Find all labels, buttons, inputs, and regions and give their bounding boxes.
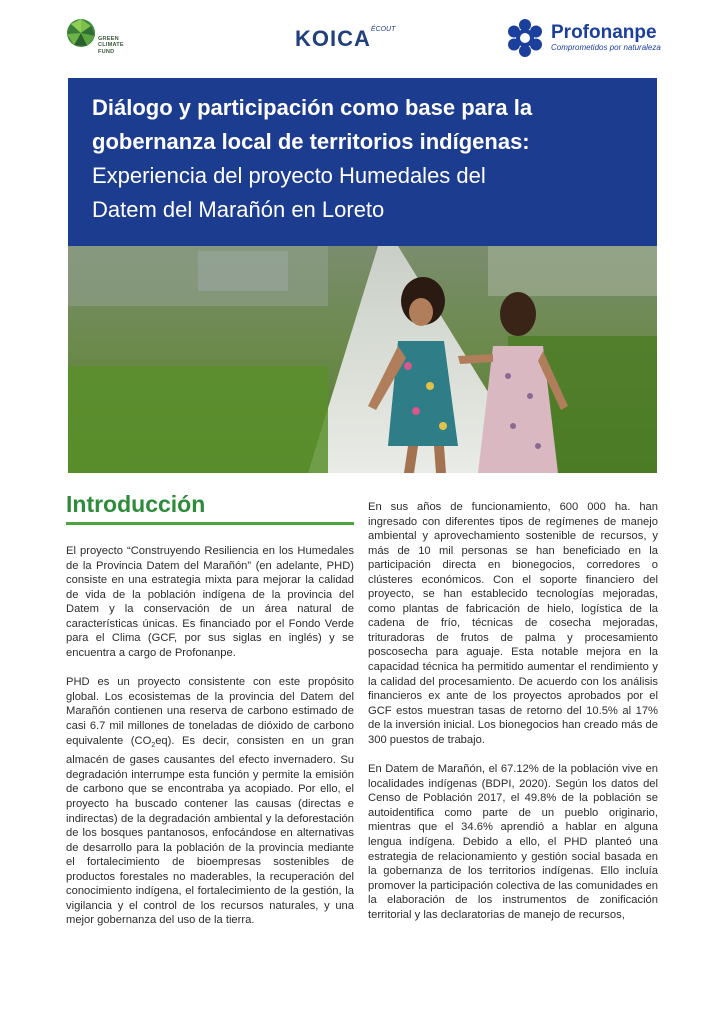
right-column: [368, 500, 658, 922]
cover-photo: [68, 246, 657, 473]
koica-logo: [295, 26, 395, 52]
subtitle-line: Experiencia del proyecto Humedales del: [92, 163, 486, 188]
gcf-line: FUND: [98, 48, 115, 55]
paragraph-text: eq). Es decir, consisten en un gran almacén de gases causantes del efecto invernadero. Su degradación interrumpe esta función y permite la emisión de carbono que se encontraba ya acopiado. Por ello, el proyecto ha buscado contener las causas (directas e indirectas) de la degradación ambiental y la deforestación de los bosques pantanosos, enfocándose en alternativas de desarrollo para la población de la provincia mediante el fortalecimiento de bioempresas sostenibles de productos forestales no maderables, la recuperación del conocimiento indígena, el fortalecimiento de la gestión, la vigilancia y el control de los recursos naturales, y una mejor gobernanza del uso de la tierra.: [66, 734, 355, 927]
header-logos: [0, 14, 722, 66]
gcf-globe-icon: [66, 18, 96, 48]
section-heading: Introducción: [66, 491, 206, 517]
title-line: Diálogo y participación como base para la: [92, 95, 533, 120]
koica-sub: ÉCOUT: [370, 26, 396, 33]
gcf-logo: [66, 18, 124, 55]
left-column: [66, 490, 354, 928]
profonanpe-logo: [505, 18, 661, 58]
gcf-wordmark: [98, 36, 124, 55]
koica-wordmark: KOICA: [295, 26, 371, 51]
paragraph: En sus años de funcionamiento, 600 000 ha. han ingresado con diferentes tipos de regímenes de manejo ambiental y aprovechamiento sostenible de recursos, y más de 10 mil personas se han beneficiado en la participación directa en bionegocios, corredores o clústeres económicos. Con el soporte financiero del proyecto, se han establecido tecnologías mejoradas, como plantas de fabricación de hielo, logística de la cadena de frío, técnicas de cosecha mejoradas, trituradoras de frutos de palma y procesamiento poscosecha para aguaje. Esta notable mejora en la capacidad técnica ha permitido aumentar el rendimiento y la calidad del procesamiento. De acuerdo con los análisis financieros ex ante de los proyectos aprobados por el GCF estos muestran tasas de retorno del 10.5% al 17% de la inversión inicial. Los bionegocios han creado más de 300 puestos de trabajo.: [368, 501, 658, 746]
profonanpe-tagline: Comprometidos por naturaleza: [551, 43, 661, 52]
children-walking-image: [68, 246, 657, 473]
title-banner: [68, 78, 657, 246]
paragraph: El proyecto “Construyendo Resiliencia en los Humedales de la Provincia Datem del Marañón” (en adelante, PHD) consiste en una estrategia mixta para mejorar la calidad de vida de la población indígena de la provincia del Datem y la conservación de un área natural de características únicas. Es financiado por el Fondo Verde para el Clima (GCF, por sus siglas en inglés) y se encuentra a cargo de Profonanpe.: [66, 545, 354, 659]
subtitle-line: Datem del Marañón en Loreto: [92, 197, 385, 222]
profonanpe-wordmark: Profonanpe: [551, 22, 657, 43]
paragraph: En Datem de Marañón, el 67.12% de la población vive en localidades indígenas (BDPI, 2020). Según los datos del Censo de Población 2017, el 49.8% de la población se autoidentifica como parte de un pueblo originario, mientras que el 34.6% aprendió a hablar en alguna lengua indígena. Debido a ello, el PHD planteó una estrategia de relacionamiento y gestión social basada en la gobernanza de los territorios indígenas. Ello incluía promover la participación colectiva de las comunidades en la elaboración de los instrumentos de zonificación territorial y las declaratorias de manejo de recursos,: [368, 763, 658, 921]
title-line: gobernanza local de territorios indígenas:: [92, 129, 530, 154]
profonanpe-flower-icon: [505, 18, 545, 58]
paragraph: [66, 675, 354, 928]
paragraph-text: PHD es un proyecto consistente con este propósito global. Los ecosistemas de la provincia del Datem del Marañón contienen una reserva de carbono estimado de casi 6.7 mil millones de toneladas de dióxido de carbono equivalente (CO: [66, 676, 354, 747]
gcf-line: GREEN: [98, 36, 119, 42]
gcf-line: CLIMATE: [98, 42, 124, 49]
subscript: 2: [151, 741, 156, 749]
